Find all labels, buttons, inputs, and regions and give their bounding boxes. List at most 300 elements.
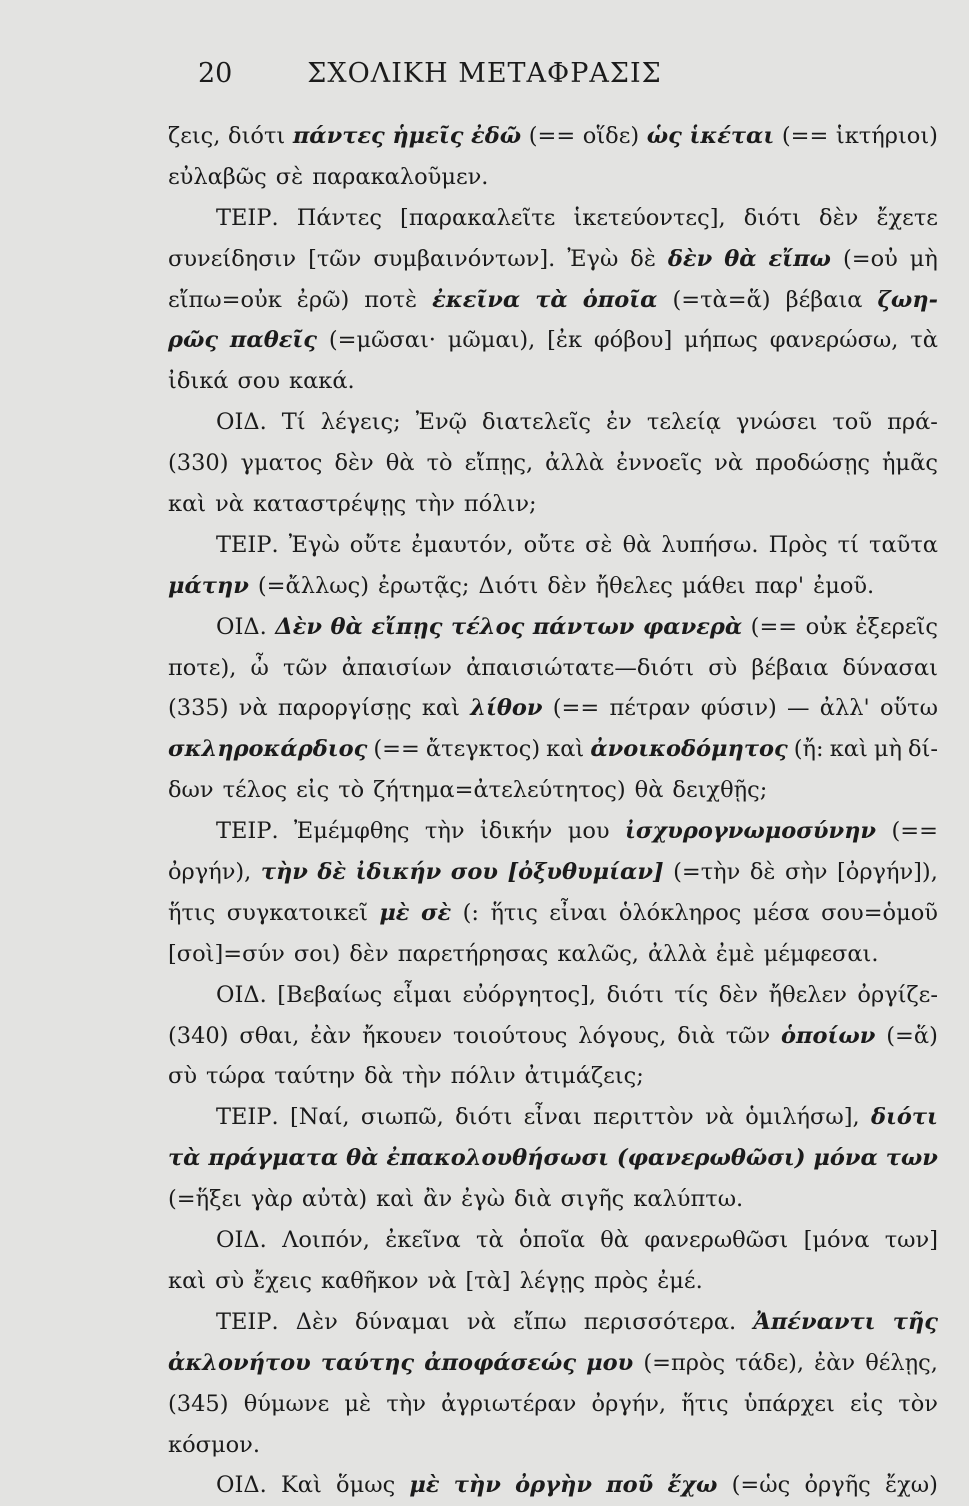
word: ΤΕΙΡ. (216, 1308, 279, 1335)
text-line (168, 402, 938, 443)
word: σιγῆς (560, 1186, 625, 1213)
word: καὶ (546, 736, 585, 763)
word: πόλιν (450, 1063, 516, 1090)
word: ἐμὲ (715, 940, 755, 967)
text-line (168, 198, 938, 239)
word: ἀλλὰ (545, 450, 605, 477)
word: σου (237, 368, 281, 395)
word: μὲ (379, 899, 410, 926)
word: πάντων (532, 613, 635, 640)
body-text (168, 116, 938, 1506)
word: ἱκέται (689, 123, 775, 149)
word: ἰδικήν (479, 818, 553, 845)
word: μὲ (409, 1472, 440, 1499)
word: ἱκτήριοι) (835, 123, 938, 149)
word: τὰ (476, 1227, 504, 1254)
text-line (168, 1302, 938, 1343)
word: αὐτὰ) (301, 1186, 368, 1213)
word: τὸ (338, 777, 365, 804)
word: ΟΙΔ. (216, 1227, 267, 1254)
word: Πάντες (296, 204, 382, 231)
word: τὰ (168, 1145, 201, 1172)
word: μου (567, 818, 610, 845)
word: Ἐγὼ (288, 531, 340, 558)
word: ρῶς (168, 327, 219, 354)
word: τέλος (450, 613, 525, 640)
word: λόγους, (578, 1022, 667, 1049)
word: τοῦ (832, 409, 873, 436)
word: φανερὰ (642, 613, 743, 640)
word: δων (168, 777, 214, 804)
text-line (168, 1016, 938, 1057)
text-line (168, 566, 938, 607)
word: δύναμαι (354, 1308, 450, 1335)
word: διότι (743, 204, 801, 231)
word: ἐν (606, 409, 632, 436)
word: εὐόργητος], (462, 981, 597, 1008)
word: γματος (240, 450, 323, 477)
word: ἤθελες (595, 572, 673, 599)
word: ἂν (423, 1186, 453, 1213)
word: σὴν (784, 859, 828, 886)
text-line (168, 1097, 938, 1138)
word: ἐὰν (310, 1022, 352, 1049)
word: (φανερωθῶσι) (616, 1145, 806, 1172)
word: ὀργὴν (515, 1472, 592, 1499)
word: διότι (870, 1104, 938, 1131)
word: ποτε), (168, 654, 237, 681)
text-line (168, 1425, 938, 1466)
word: ἥτις (681, 1390, 729, 1417)
word: εἴπω (768, 245, 831, 272)
word: ἔχω) (885, 1472, 938, 1499)
word: ἰσχυρογνωμοσύνην (625, 818, 877, 845)
text-line (168, 729, 938, 770)
word: τὴν (453, 1472, 501, 1499)
word: ἤκουεν (362, 1022, 443, 1049)
word: παρ' (754, 572, 805, 599)
text-line (168, 1220, 938, 1261)
word: ἰδικά (168, 368, 229, 395)
word: (: (462, 899, 480, 926)
word: διατελεῖς (482, 409, 592, 436)
word: μου (586, 1349, 634, 1376)
word: ὁμιλήσω], (745, 1104, 860, 1131)
word: δὲν (819, 204, 859, 231)
word: εἴπῃς (371, 613, 443, 640)
word: ταῦτα (869, 531, 938, 558)
word: εἶμαι (392, 981, 452, 1008)
word: ἡμᾶς (882, 450, 938, 477)
word: μάθει (681, 572, 746, 599)
word: παρετήρησας (397, 940, 549, 967)
word: ζωη- (877, 286, 938, 313)
word: δὰ (364, 1063, 393, 1090)
word: [ἐκ (547, 327, 583, 354)
word: ὁποίων (781, 1022, 876, 1049)
word: πάντες (292, 123, 385, 149)
word: θὰ (600, 1227, 629, 1254)
word: [σοὶ]=σύν (168, 940, 285, 967)
word: τῆς (892, 1308, 938, 1335)
word: σὺ (708, 654, 738, 681)
word: μόνα (813, 1145, 878, 1172)
word: θὰ (724, 245, 757, 272)
page-number: 20 (198, 58, 233, 89)
word: (== (750, 613, 798, 640)
word: νὰ (238, 695, 268, 722)
text-line (168, 361, 938, 402)
word: σιωπῶ, (360, 1104, 444, 1131)
word: [ὀξυθυμίαν] (507, 859, 664, 886)
word: ὁποῖα (519, 1227, 585, 1254)
word: [παρακαλεῖτε (400, 204, 556, 231)
word: σὲ (275, 163, 304, 190)
word: ποῦ (606, 1472, 654, 1499)
text-line (168, 893, 938, 934)
word: ἡμεῖς (392, 123, 464, 149)
word: βέβαια (785, 286, 863, 313)
text-line (168, 239, 938, 280)
word: (=ἄλλως) (257, 572, 369, 599)
word: κόσμον. (168, 1431, 260, 1458)
word: (=ὡς (731, 1472, 791, 1499)
word: εἴπω=οὐκ (168, 286, 282, 313)
word: δὲν (349, 940, 389, 967)
word: ἔχεις (253, 1267, 312, 1294)
word: (ἤ: (793, 736, 824, 763)
word: οὕτω (879, 695, 938, 722)
word: θὰ (634, 777, 664, 804)
word: τὴν (424, 818, 465, 845)
word: ΟΙΔ. (216, 981, 267, 1008)
word: ζήτημα=ἀτελεύτητος) (373, 777, 626, 804)
text-line (168, 975, 938, 1016)
word: κακά. (289, 368, 355, 395)
word: νὰ (466, 1308, 496, 1335)
word: τὴν (386, 1390, 426, 1417)
word: πρὸς (594, 1267, 649, 1294)
word: τάδε), (735, 1349, 805, 1376)
text-line (168, 1056, 938, 1097)
word: ὀργῆς (804, 1472, 871, 1499)
word: (== (552, 695, 600, 722)
word: ἐμοῦ. (813, 572, 875, 599)
running-title: ΣΧΟΛΙΚΗ ΜΕΤΑΦΡΑΣΙΣ (307, 58, 662, 89)
word: εὐλαβῶς (168, 163, 267, 190)
word: καλύπτω. (633, 1186, 744, 1213)
word: διὰ (514, 1186, 552, 1213)
word: καλῶς, (557, 940, 639, 967)
word: (== (373, 736, 420, 763)
word: σὺ (168, 1063, 198, 1090)
word: Διότι (478, 572, 539, 599)
text-line (168, 320, 938, 361)
word: δὲ (630, 245, 656, 272)
word: δειχθῇς; (672, 777, 768, 804)
word: δὲν (547, 572, 587, 599)
word: ἀπαισιώτατε—διότι (466, 654, 695, 681)
word: — (787, 695, 810, 722)
text-line (168, 648, 938, 689)
word: σοι) (293, 940, 341, 967)
word: Δὲν (275, 613, 323, 640)
text-line (168, 525, 938, 566)
word: ΟΙΔ. (216, 409, 267, 436)
word: τὴν (260, 859, 308, 886)
word: σὺ (215, 1267, 245, 1294)
word: φανερώσω, (769, 327, 899, 354)
word: καὶ (829, 736, 868, 763)
word: καθῆκον (320, 1267, 419, 1294)
word: Δὲν (295, 1308, 338, 1335)
word: (345) (168, 1390, 229, 1417)
word: [Ναί, (289, 1104, 350, 1131)
word: τὴν (415, 491, 455, 518)
word: ἐξερεῖς (855, 613, 938, 640)
word: [ὀργήν]), (837, 859, 938, 886)
word: τοιούτους (453, 1022, 568, 1049)
word: θὰ (622, 531, 652, 558)
word: ΤΕΙΡ. (216, 818, 279, 845)
word: ὦ (250, 654, 269, 681)
word: οὔτε (349, 531, 402, 558)
word: λίθον (470, 695, 543, 722)
word: ΟΙΔ. (216, 613, 267, 640)
text-line (168, 1179, 938, 1220)
word: ἀγριωτέραν (441, 1390, 577, 1417)
word: ἐπακολουθήσωσι (386, 1145, 609, 1172)
text-line (168, 443, 938, 484)
word: ὡς (646, 123, 682, 149)
word: οὐκ (805, 613, 847, 640)
word: ταύτης (320, 1349, 415, 1376)
word: σὲ (585, 531, 613, 558)
word: δὲ (317, 859, 347, 886)
word: εἴπῃς, (464, 450, 534, 477)
page-header (0, 58, 969, 98)
word: θέλῃς, (865, 1349, 938, 1376)
word: σου (450, 859, 498, 886)
word: (== (891, 818, 938, 845)
word: τὴν (401, 1063, 442, 1090)
word: γὰρ (250, 1186, 293, 1213)
word: ἀποφάσεώς (424, 1349, 577, 1376)
word: οὔτε (523, 531, 575, 558)
word: (=ἥξει (168, 1186, 242, 1213)
word: ΤΕΙΡ. (216, 204, 279, 231)
word: δί- (908, 736, 938, 763)
word: (=ἅ) (886, 1022, 938, 1049)
word: μῶμαι), (447, 327, 536, 354)
word: ἄτεγκτος) (425, 736, 541, 763)
word: παρακαλοῦμεν. (312, 163, 489, 190)
word: νὰ (714, 450, 744, 477)
word: τῶν (725, 1022, 771, 1049)
word: ἀτιμάζεις; (524, 1063, 644, 1090)
word: Πρὸς (768, 531, 828, 558)
text-line (168, 157, 938, 198)
word: καὶ (421, 695, 460, 722)
word: δύνασαι (842, 654, 938, 681)
word: (== (528, 123, 576, 149)
word: ἐρῶ) (296, 286, 350, 313)
text-line (168, 1343, 938, 1384)
word: ὀργήν, (591, 1390, 667, 1417)
word: ταύτην (274, 1063, 356, 1090)
word: ΟΙΔ. (216, 1472, 267, 1499)
word: Ἀπέναντι (753, 1308, 876, 1335)
word: νὰ (705, 1104, 734, 1131)
word: των] (884, 1227, 938, 1254)
word: (=πρὸς (643, 1349, 726, 1376)
word: λέγῃς (519, 1267, 586, 1294)
word: πράγματα (208, 1145, 339, 1172)
word: τέλος (222, 777, 288, 804)
word: δὲν (334, 450, 374, 477)
word: ἀλλ' (819, 695, 870, 722)
word: διότι (606, 981, 664, 1008)
word: εἴπω (512, 1308, 567, 1335)
word: [τῶν (308, 245, 362, 272)
text-line (168, 1138, 938, 1179)
word: ἀλλὰ (647, 940, 707, 967)
word: Λοιπόν, (282, 1227, 370, 1254)
word: φύσιν) (700, 695, 777, 722)
text-line (168, 811, 938, 852)
word: ὁποῖα (582, 286, 658, 313)
word: ΤΕΙΡ. (216, 531, 279, 558)
word: Ἐνῷ (415, 409, 467, 436)
word: προδώσῃς (755, 450, 870, 477)
word: ἥτις (490, 899, 538, 926)
word: τὰ (535, 286, 568, 313)
word: διὰ (677, 1022, 715, 1049)
word: ἔχω (667, 1472, 718, 1499)
word: τί (837, 531, 859, 558)
word: ἐγὼ (461, 1186, 505, 1213)
word: τὸν (898, 1390, 938, 1417)
word: [μόνα (803, 1227, 870, 1254)
word: παθεῖς (229, 327, 317, 354)
word: θὰ (346, 1145, 379, 1172)
word: θὰ (385, 450, 415, 477)
word: διότι (455, 1104, 513, 1131)
word: οἵδε) (582, 123, 640, 149)
word: ζεις, (168, 123, 221, 149)
word: ὅμως (336, 1472, 396, 1499)
word: εἰς (296, 777, 330, 804)
word: νὰ (427, 1267, 457, 1294)
word: ἀκλονήτου (168, 1349, 311, 1376)
word: τελείᾳ (646, 409, 721, 436)
word: ἐκεῖνα (385, 1227, 461, 1254)
word: ἐμέ. (657, 1267, 703, 1294)
word: πόλιν; (463, 491, 537, 518)
word: σθαι, (239, 1022, 300, 1049)
word: τὰ (910, 327, 938, 354)
word: Τί (281, 409, 306, 436)
word: μάτην (168, 572, 249, 599)
word: (330) (168, 450, 229, 477)
word: ἀνοικοδόμητος (590, 736, 788, 763)
word: (=οὐ (842, 245, 898, 272)
word: παροργίσῃς (277, 695, 412, 722)
word: ἐδῶ (471, 123, 522, 149)
word: ποτὲ (364, 286, 418, 313)
word: καὶ (168, 491, 207, 518)
word: σὲ (420, 899, 452, 926)
word: ὀργήν), (168, 859, 252, 886)
word: καταστρέψῃς (252, 491, 407, 518)
word: τίς (674, 981, 709, 1008)
word: (=μῶσαι· (328, 327, 436, 354)
word: ὑπάρχει (743, 1390, 835, 1417)
text-line (168, 688, 938, 729)
word: δὲ (749, 859, 776, 886)
word: σκληροκάρδιος (168, 736, 368, 763)
word: μέμφεσαι. (763, 940, 879, 967)
text-line (168, 116, 938, 157)
word: (=τὰ=ἅ) (672, 286, 771, 313)
word: μὴ (873, 736, 902, 763)
text-line (168, 607, 938, 648)
word: μέσα (752, 899, 810, 926)
word: ἰδικήν (355, 859, 442, 886)
word: ἱκετεύοντες], (573, 204, 726, 231)
word: νὰ (215, 491, 244, 518)
text-line (168, 770, 938, 811)
text-line (168, 484, 938, 525)
word: εἶναι (549, 899, 608, 926)
word: τῶν (283, 654, 328, 681)
text-line (168, 1261, 938, 1302)
word: συμβαινόντων]. (373, 245, 556, 272)
word: πέτραν (609, 695, 691, 722)
word: [τὰ] (465, 1267, 511, 1294)
word: ἐκεῖνα (432, 286, 521, 313)
word: μὴ (909, 245, 938, 272)
word: μήπως (684, 327, 758, 354)
word: λυπήσω. (661, 531, 759, 558)
word: των (885, 1145, 938, 1172)
word: ἐννοεῖς (616, 450, 703, 477)
word: θὰ (330, 613, 363, 640)
word: Καὶ (280, 1472, 322, 1499)
word: βέβαια (751, 654, 829, 681)
word: φανερωθῶσι (644, 1227, 789, 1254)
word: ἐμαυτόν, (411, 531, 514, 558)
word: φόβου] (593, 327, 673, 354)
word: εἰς (850, 1390, 884, 1417)
word: ἐρωτᾷς; (377, 572, 470, 599)
word: (335) (168, 695, 229, 722)
word: ἔχετε (876, 204, 938, 231)
word: γνώσει (736, 409, 818, 436)
word: περιττὸν (593, 1104, 694, 1131)
word: Ἐμέμφθης (294, 818, 410, 845)
word: πρά- (887, 409, 938, 436)
word: συγκατοικεῖ (226, 899, 368, 926)
word: [Βεβαίως (277, 981, 383, 1008)
word: λέγεις; (320, 409, 401, 436)
word: ἀπαισίων (341, 654, 452, 681)
text-line (168, 1384, 938, 1425)
word: ὀργίζε- (857, 981, 938, 1008)
text-line (168, 280, 938, 321)
word: περισσότερα. (583, 1308, 737, 1335)
word: ΤΕΙΡ. (216, 1104, 279, 1131)
